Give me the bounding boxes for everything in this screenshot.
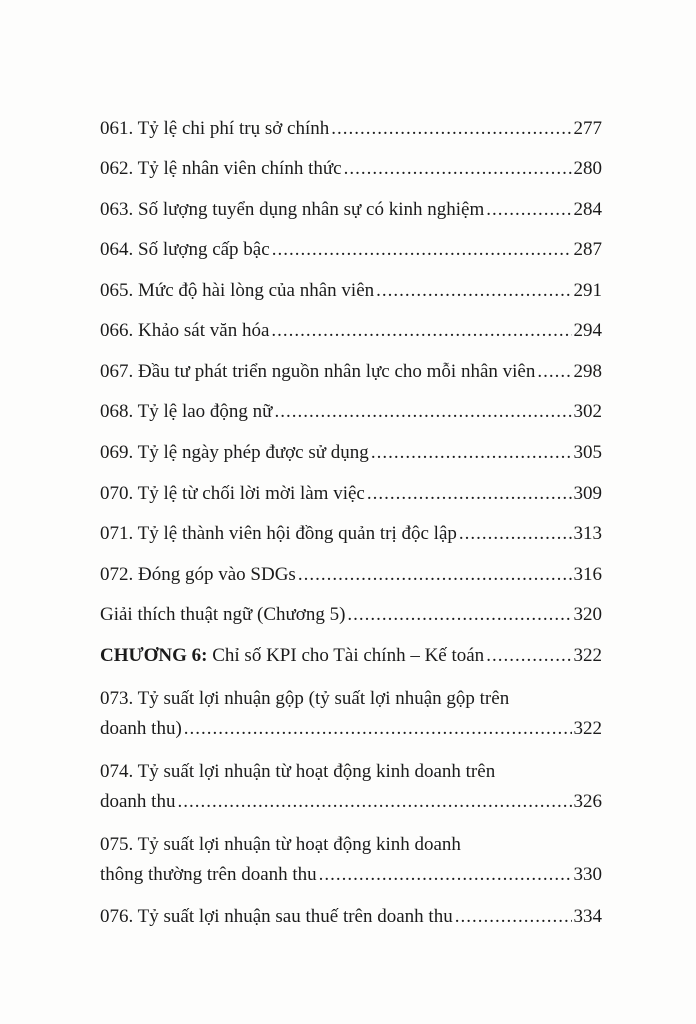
chapter-heading: [100, 641, 484, 671]
entry-title: 063. Số lượng tuyển dụng nhân sự có kinh nghiệm: [100, 199, 485, 220]
dot-leader: [537, 357, 571, 387]
entry-title: 064. Số lượng cấp bậc: [100, 239, 270, 260]
dot-leader: [271, 316, 571, 346]
dot-leader: [331, 114, 571, 144]
toc-entry-067: [100, 357, 602, 387]
toc-entry-068: [100, 397, 602, 427]
toc-entry-070: [100, 479, 602, 509]
page-number: 284: [573, 199, 602, 220]
entry-title: 065. Mức độ hài lòng của nhân viên: [100, 280, 375, 301]
page-number: 298: [573, 361, 602, 382]
dot-leader: [272, 235, 572, 265]
entry-title-line-1: 075. Tỷ suất lợi nhuận từ hoạt động kinh doanh: [100, 834, 461, 855]
toc-entry-076: [100, 902, 602, 932]
entry-title-line-1: 074. Tỷ suất lợi nhuận từ hoạt động kinh doanh trên: [100, 761, 496, 782]
toc-entry-071: [100, 519, 602, 549]
toc-entry-075: [100, 830, 602, 890]
dot-leader: [319, 860, 572, 890]
entry-title: 066. Khảo sát văn hóa: [100, 320, 270, 341]
page-number: 320: [573, 604, 602, 625]
dot-leader: [376, 276, 571, 306]
toc-entry-073: [100, 684, 602, 744]
toc-entry-glossary: [100, 600, 602, 630]
dot-leader: [177, 787, 571, 817]
toc-entry-064: [100, 235, 602, 265]
entry-title-line-2: doanh thu): [100, 718, 182, 739]
dot-leader: [274, 397, 571, 427]
toc-entry-062: [100, 154, 602, 184]
dot-leader: [486, 195, 571, 225]
dot-leader: [344, 154, 572, 184]
page-number: 322: [573, 718, 602, 739]
dot-leader: [298, 560, 572, 590]
page-number: 302: [573, 401, 602, 422]
dot-leader: [367, 479, 572, 509]
entry-title-line-2: doanh thu: [100, 791, 176, 812]
entry-title: 071. Tỷ lệ thành viên hội đồng quản trị độc lập: [100, 523, 457, 544]
page-number: 277: [573, 118, 602, 139]
chapter-label: CHƯƠNG 6:: [100, 645, 208, 666]
page-number: 287: [573, 239, 602, 260]
toc-entry-074: [100, 757, 602, 817]
page-number: 330: [573, 864, 602, 885]
entry-title: 072. Đóng góp vào SDGs: [100, 564, 296, 585]
dot-leader: [371, 438, 572, 468]
dot-leader: [459, 519, 572, 549]
dot-leader: [184, 714, 572, 744]
entry-title: 062. Tỷ lệ nhân viên chính thức: [100, 158, 342, 179]
page-number: 322: [573, 645, 602, 666]
page-number: 305: [573, 442, 602, 463]
dot-leader: [455, 902, 572, 932]
page-number: 334: [573, 906, 602, 927]
entry-title: 076. Tỷ suất lợi nhuận sau thuế trên doanh thu: [100, 906, 453, 927]
toc-entry-066: [100, 316, 602, 346]
toc-entry-065: [100, 276, 602, 306]
entry-title: 061. Tỷ lệ chi phí trụ sở chính: [100, 118, 330, 139]
dot-leader: [486, 641, 571, 671]
page-number: 280: [573, 158, 602, 179]
entry-title-line-2: thông thường trên doanh thu: [100, 864, 317, 885]
toc-entry-072: [100, 560, 602, 590]
page-number: 313: [573, 523, 602, 544]
dot-leader: [347, 600, 571, 630]
entry-title: Giải thích thuật ngữ (Chương 5): [100, 604, 346, 625]
page-number: 291: [573, 280, 602, 301]
page-number: 326: [573, 791, 602, 812]
entry-title-line-1: 073. Tỷ suất lợi nhuận gộp (tỷ suất lợi nhuận gộp trên: [100, 688, 510, 709]
page-number: 316: [573, 564, 602, 585]
toc-entry-063: [100, 195, 602, 225]
toc-entry-069: [100, 438, 602, 468]
page-number: 294: [573, 320, 602, 341]
toc-entry-061: [100, 114, 602, 144]
entry-title: 068. Tỷ lệ lao động nữ: [100, 401, 273, 422]
entry-title: 067. Đầu tư phát triển nguồn nhân lực cho mỗi nhân viên: [100, 361, 536, 382]
chapter-title: Chỉ số KPI cho Tài chính – Kế toán: [207, 645, 485, 666]
entry-title: 069. Tỷ lệ ngày phép được sử dụng: [100, 442, 369, 463]
toc-chapter-6: [100, 641, 602, 671]
page-number: 309: [573, 483, 602, 504]
entry-title: 070. Tỷ lệ từ chối lời mời làm việc: [100, 483, 365, 504]
